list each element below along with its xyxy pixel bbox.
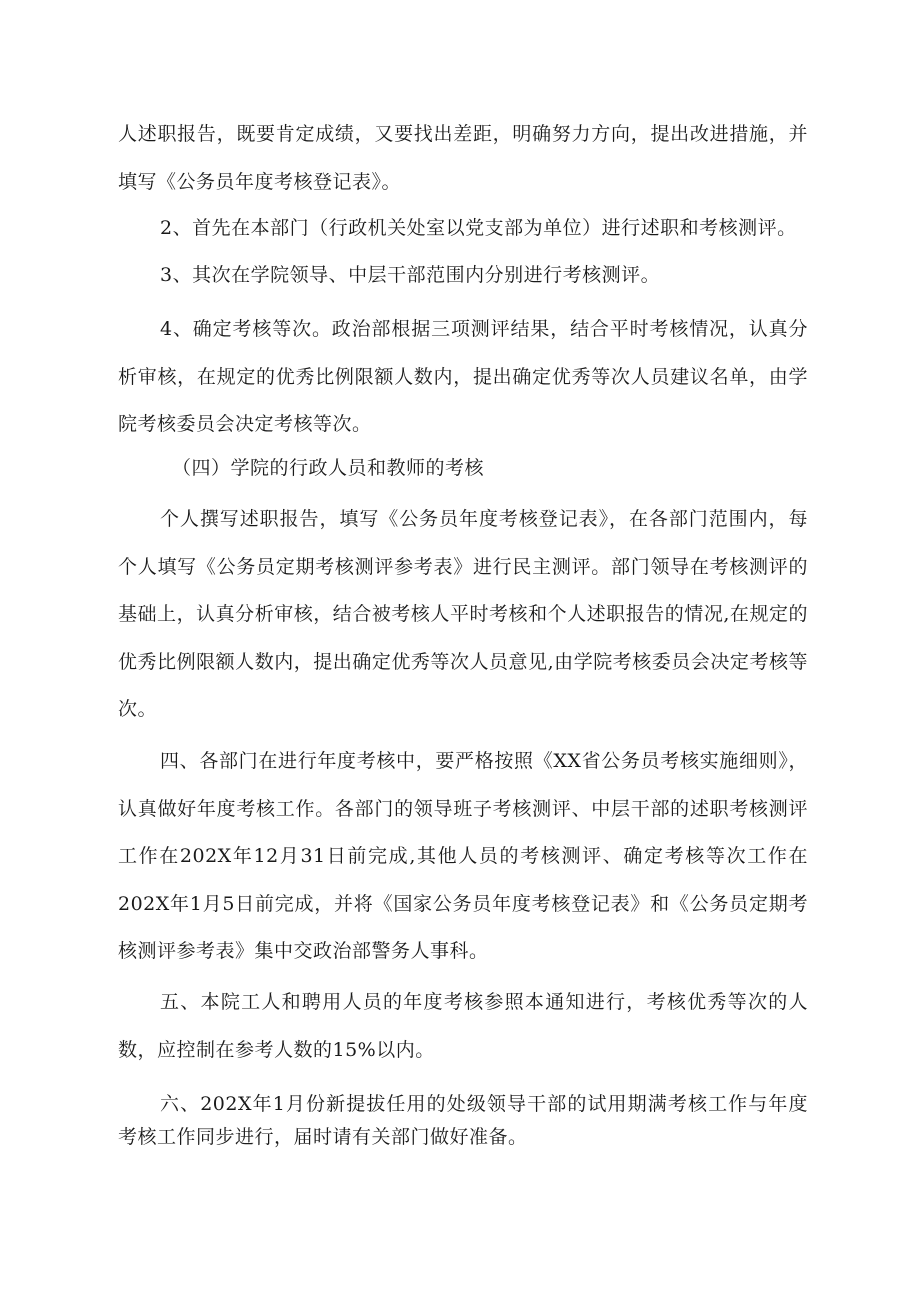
paragraph-item-2: 2、首先在本部门（行政机关处室以党支部为单位）进行述职和考核测评。: [160, 217, 797, 239]
paragraph-continuation: 人述职报告，既要肯定成绩，又要找出差距，明确努力方向，提出改进措施，并填写《公务员年度考核登记表》。: [118, 123, 808, 193]
paragraph-item-4: 4、确定考核等次。政治部根据三项测评结果，结合平时考核情况，认真分析审核，在规定的优秀比例限额人数内，提出确定优秀等次人员建议名单，由学院考核委员会决定考核等次。: [118, 318, 808, 435]
paragraph-staff-assessment: 个人撰写述职报告，填写《公务员年度考核登记表》，在各部门范围内，每个人填写《公务员定期考核测评参考表》进行民主测评。部门领导在考核测评的基础上，认真分析审核，结合被考核人平时考核和个人述职报告的情况,在规定的优秀比例限额人数内，提出确定优秀等次人员意见,由学院考核委员会决定考核等次。: [118, 508, 808, 720]
section-heading-4: （四）学院的行政人员和教师的考核: [172, 457, 485, 479]
paragraph-section-five: 五、本院工人和聘用人员的年度考核参照本通知进行，考核优秀等次的人数，应控制在参考人数的15%以内。: [118, 991, 808, 1061]
paragraph-item-3: 3、其次在学院领导、中层干部范围内分别进行考核测评。: [160, 264, 661, 286]
paragraph-section-six: 六、202X年1月份新提拔任用的处级领导干部的试用期满考核工作与年度考核工作同步进行，届时请有关部门做好准备。: [118, 1093, 808, 1148]
paragraph-section-four: 四、各部门在进行年度考核中，要严格按照《XX省公务员考核实施细则》，认真做好年度考核工作。各部门的领导班子考核测评、中层干部的述职考核测评工作在202X年12月31日前完成,其他人员的考核测评、确定考核等次工作在202X年1月5日前完成，并将《国家公务员年度考核登记表》和《公务员定期考核测评参考表》集中交政治部警务人事科。: [118, 750, 808, 962]
